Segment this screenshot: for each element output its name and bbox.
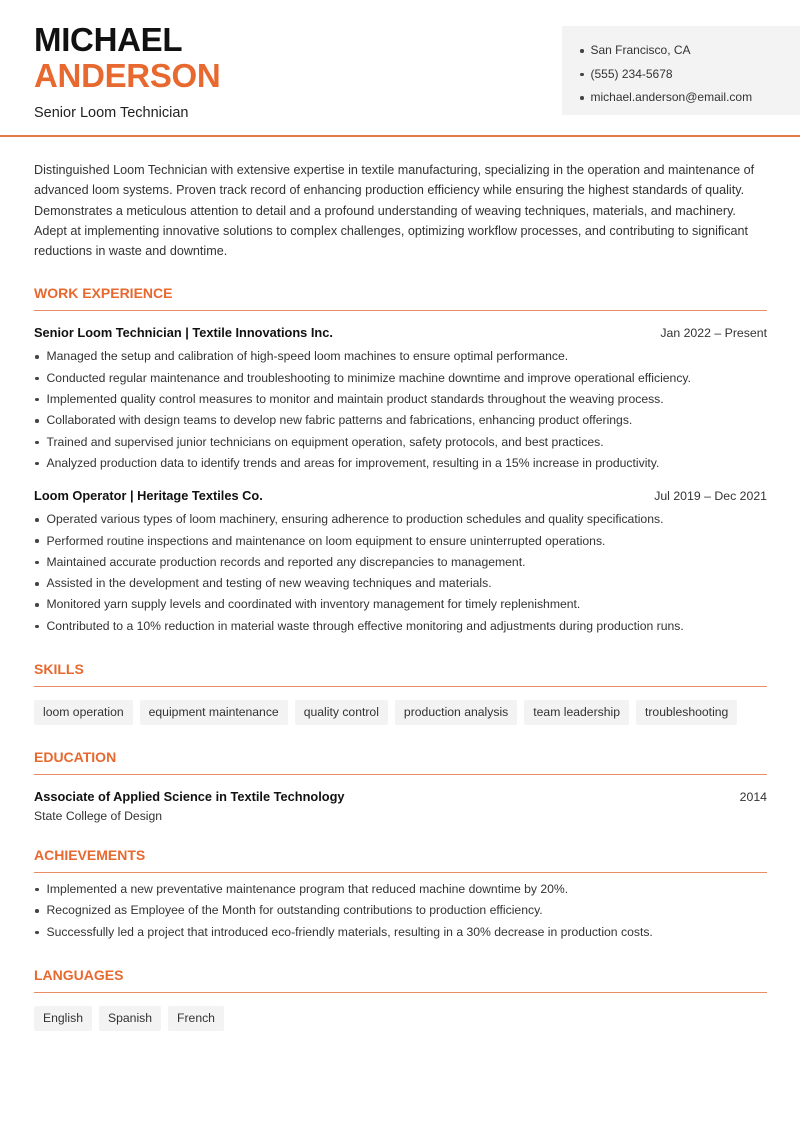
bullet-text: Collaborated with design teams to develop new fabric patterns and fabrications, enhancing product offerings. xyxy=(46,413,633,428)
bullet-text: Maintained accurate production records and reported any discrepancies to management. xyxy=(46,554,526,569)
list-item xyxy=(34,346,767,367)
list-item xyxy=(34,389,767,410)
bullet-text: Conducted regular maintenance and troubleshooting to minimize machine downtime and improve operational efficiency. xyxy=(46,370,692,385)
list-item xyxy=(34,594,767,615)
bullet-icon xyxy=(35,539,39,543)
location-text: San Francisco, CA xyxy=(590,43,691,57)
phone-text: (555) 234-5678 xyxy=(590,66,673,81)
job-header xyxy=(34,325,767,340)
resume-body xyxy=(34,160,767,1031)
bullet-text: Trained and supervised junior technicians on equipment operation, safety protocols, and best practices. xyxy=(46,434,604,449)
bullet-text: Monitored yarn supply levels and coordinated with inventory management for timely replenishment. xyxy=(46,597,581,612)
skill-chip: equipment maintenance xyxy=(140,700,288,725)
section-title-languages: LANGUAGES xyxy=(34,967,767,993)
skill-chip: quality control xyxy=(295,700,388,725)
bullet-icon xyxy=(35,419,39,423)
bullet-text: Analyzed production data to identify trends and areas for improvement, resulting in a 15% increase in productivity. xyxy=(46,455,660,470)
bullet-icon xyxy=(35,377,39,381)
bullet-icon xyxy=(580,73,584,77)
skill-chip: loom operation xyxy=(34,700,133,725)
name-block xyxy=(34,22,220,121)
job-dates: Jan 2022 – Present xyxy=(660,326,767,341)
skill-chip: production analysis xyxy=(395,700,517,725)
last-name: ANDERSON xyxy=(34,57,221,94)
contact-box xyxy=(562,26,800,115)
section-title-work-experience: WORK EXPERIENCE xyxy=(34,285,767,311)
bullet-icon xyxy=(35,561,39,565)
resume-header xyxy=(0,0,800,137)
bullet-icon xyxy=(35,462,39,466)
job-dates: Jul 2019 – Dec 2021 xyxy=(654,489,767,504)
bullet-icon xyxy=(35,398,39,402)
first-name: MICHAEL xyxy=(34,21,183,58)
bullet-icon xyxy=(35,355,39,359)
list-item xyxy=(34,531,767,552)
email-text[interactable]: michael.anderson@email.com xyxy=(590,90,753,104)
list-item xyxy=(34,509,767,530)
bullet-icon xyxy=(35,603,39,607)
bullet-icon xyxy=(35,909,39,913)
list-item xyxy=(34,879,767,900)
job-bullets xyxy=(34,509,767,637)
list-item xyxy=(34,410,767,431)
bullet-text: Managed the setup and calibration of high-speed loom machines to ensure optimal performance. xyxy=(46,349,569,364)
section-title-achievements: ACHIEVEMENTS xyxy=(34,847,767,873)
job-bullets xyxy=(34,346,767,474)
section-title-education: EDUCATION xyxy=(34,749,767,775)
list-item xyxy=(34,368,767,389)
school-name: State College of Design xyxy=(34,809,163,824)
bullet-icon xyxy=(35,625,39,629)
degree: Associate of Applied Science in Textile Technology xyxy=(34,789,345,805)
job-entry xyxy=(34,325,767,474)
list-item xyxy=(34,552,767,573)
bullet-text: Implemented a new preventative maintenance program that reduced machine downtime by 20%. xyxy=(46,882,569,897)
bullet-text: Recognized as Employee of the Month for outstanding contributions to production efficiency. xyxy=(46,903,543,918)
job-role: Loom Operator | Heritage Textiles Co. xyxy=(34,488,263,504)
skills-list xyxy=(34,700,767,725)
languages-list xyxy=(34,1006,767,1031)
bullet-text: Assisted in the development and testing of new weaving techniques and materials. xyxy=(46,576,492,591)
language-chip: Spanish xyxy=(99,1006,161,1031)
list-item xyxy=(34,432,767,453)
list-item xyxy=(34,922,767,943)
bullet-icon xyxy=(35,931,39,935)
graduation-year: 2014 xyxy=(739,790,767,805)
contact-email[interactable] xyxy=(580,86,800,110)
bullet-text: Successfully led a project that introduced eco-friendly materials, resulting in a 30% decrease in production costs. xyxy=(46,924,653,939)
list-item xyxy=(34,900,767,921)
skill-chip: troubleshooting xyxy=(636,700,737,725)
contact-location xyxy=(580,39,800,63)
bullet-icon xyxy=(35,518,39,522)
bullet-text: Performed routine inspections and maintenance on loom equipment to ensure uninterrupted operations. xyxy=(46,533,606,548)
job-title: Senior Loom Technician xyxy=(34,105,189,121)
achievements-list xyxy=(34,879,767,943)
skill-chip: team leadership xyxy=(524,700,629,725)
language-chip: French xyxy=(168,1006,224,1031)
list-item xyxy=(34,573,767,594)
summary-paragraph: Distinguished Loom Technician with extensive expertise in textile manufacturing, specializing in the operation and maintenance of advanced loom systems. Proven track record of enhancing production efficiency while ensuring the highest standards of quality. Demonstrates a meticulous attention to detail and a profound understanding of weaving techniques, materials, and machinery. Adept at implementing innovative solutions to complex challenges, optimizing workflow processes, and contributing to significant reductions in waste and downtime. xyxy=(34,163,755,259)
job-header xyxy=(34,488,767,503)
list-item xyxy=(34,453,767,474)
bullet-icon xyxy=(35,441,39,445)
job-entry xyxy=(34,488,767,637)
bullet-text: Operated various types of loom machinery, ensuring adherence to production schedules and quality specifications. xyxy=(46,512,664,527)
job-role: Senior Loom Technician | Textile Innovations Inc. xyxy=(34,325,333,341)
bullet-text: Implemented quality control measures to monitor and maintain product standards throughout the weaving process. xyxy=(46,392,664,407)
list-item xyxy=(34,616,767,637)
section-title-skills: SKILLS xyxy=(34,661,767,687)
bullet-icon xyxy=(580,49,584,53)
bullet-icon xyxy=(580,96,584,100)
language-chip: English xyxy=(34,1006,92,1031)
bullet-text: Contributed to a 10% reduction in material waste through effective monitoring and adjustments during production runs. xyxy=(46,618,684,633)
education-header xyxy=(34,789,767,804)
bullet-icon xyxy=(35,582,39,586)
contact-phone xyxy=(580,63,800,87)
bullet-icon xyxy=(35,888,39,892)
